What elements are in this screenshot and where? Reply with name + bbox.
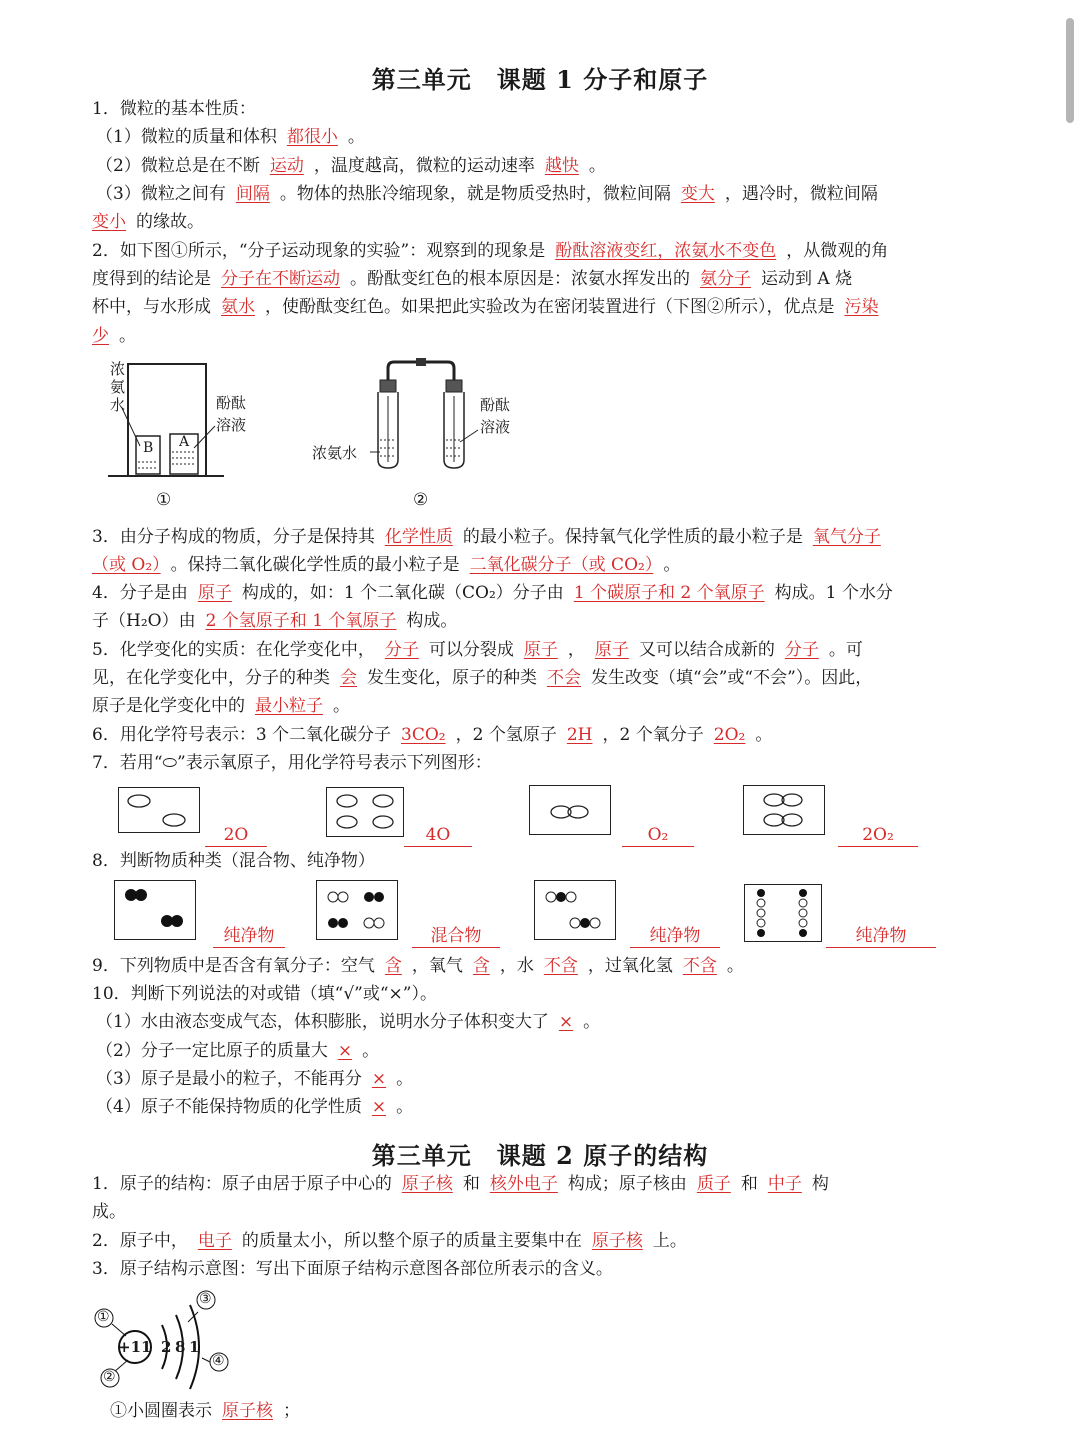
answer: 核外电子 [489,1174,558,1194]
u2-q1-line1: 1．原子的结构：原子由居于原子中心的 原子核 和 核外电子 构成；原子核由 质子 和 中子 构 [92,1174,829,1194]
answer: 变小 [92,212,126,232]
answer: × [371,1097,387,1117]
q7-answer-4: 2O₂ [838,825,918,847]
u2-q2-line: 2．原子中， 电子 的质量太小，所以整个原子的质量主要集中在 原子核 上。 [92,1231,687,1251]
q10-item-3: （3）原子是最小的粒子，不能再分 × 。 [96,1069,414,1089]
q7-answer-1: 2O [205,825,267,847]
answer: 2O₂ [713,725,746,745]
answer: 少 [92,326,109,346]
answer: 污染 [844,297,879,317]
unit2-title: 第三单元 课题 2 原子的结构 [371,1141,709,1170]
u2-q3a-line: ①小圆圈表示 原子核 ； [110,1401,300,1421]
answer: 最小粒子 [255,696,323,716]
q5-line2: 见，在化学变化中，分子的种类 会 发生变化，原子的种类 不会 发生改变（填“会”或“不会”）。因此， [92,668,873,688]
answer: 原子核 [591,1231,643,1251]
answer: × [337,1041,353,1061]
q3-line1: 3．由分子构成的物质，分子是保持其 化学性质 的最小粒子。保持氧气化学性质的最小粒子是 氧气分子 [92,526,891,548]
q8-figure-2 [316,880,398,940]
q8-figure-1 [114,880,196,940]
answer: 含 [472,956,490,976]
atom-shell-2-electrons: 8 [175,1338,186,1356]
atom-marker-2: ② [103,1369,116,1385]
q7-figure-1 [118,787,200,833]
fig2-right-label2: 溶液 [480,418,511,436]
answer: 不含 [682,956,717,976]
answer: 分子 [384,640,419,660]
q7-text: 7．若用“⬭”表示氧原子，用化学符号表示下列图形： [92,753,492,773]
answer: 不含 [543,956,578,976]
fig1-right-label1: 酚酞 [216,394,247,412]
answer: × [371,1069,387,1089]
fig1-right-label2: 溶液 [216,416,247,434]
fig2-caption: ② [413,490,429,510]
answer: 原子 [197,583,232,603]
fig1-beaker-a: A [179,434,190,450]
answer: 分子在不断运动 [221,269,340,289]
answer: 原子核 [222,1401,273,1421]
answer: 原子核 [401,1174,453,1194]
answer: 2H [566,725,593,745]
q2-line4: 少 。 [92,326,136,346]
q8-text: 8．判断物质种类（混合物、纯净物） [92,851,375,871]
answer: 化学性质 [384,527,453,547]
q8-figure-4 [744,884,822,942]
answer: 越快 [544,156,579,176]
q7-answer-3: O₂ [622,825,694,847]
answer: 氨水 [221,297,255,317]
q1-line2: （2）微粒总是在不断 运动 ，温度越高，微粒的运动速率 越快 。 [96,156,606,176]
q2-line3: 杯中，与水形成 氨水 ，使酚酞变红色。如果把此实验改为在密闭装置进行（下图②所示），优点是 污染 [92,296,889,318]
answer: 不会 [547,668,581,688]
q1-lead: 1．微粒的基本性质： [92,99,256,119]
q5-line1: 5．化学变化的实质：在化学变化中， 分子 可以分裂成 原子 ， 原子 又可以结合成新的 分子 。可 [92,640,863,660]
answer: 酚酞溶液变红，浓氨水不变色 [555,241,777,261]
answer: 含 [384,956,402,976]
answer: 1 个碳原子和 2 个氧原子 [573,583,765,603]
fig2-left-label: 浓氨水 [312,444,358,462]
figure-2-sealed-tubes [370,358,480,478]
fig1-left-label: 浓氨水 [110,360,126,414]
q1-line3: （3）微粒之间有 间隔 。物体的热胀冷缩现象，就是物质受热时，微粒间隔 变大 ，遇冷时，微粒间隔 [96,184,878,204]
answer: 原子 [594,640,629,660]
answer: 间隔 [235,184,270,204]
q5-line3: 原子是化学变化中的 最小粒子 。 [92,696,350,716]
answer: 氨分子 [700,269,751,289]
q1-line1: （1）微粒的质量和体积 都很小 。 [96,127,365,147]
answer: 分子 [784,640,819,660]
q6-line: 6．用化学符号表示：3 个二氧化碳分子 3CO₂ ，2 个氢原子 2H ，2 个氧分子 2O₂ 。 [92,725,773,745]
q7-figure-4 [743,785,825,835]
q3-line2: （或 O₂） 。保持二氧化碳化学性质的最小粒子是 二氧化碳分子（或 CO₂） 。 [92,555,681,575]
q4-line2: 子（H₂O）由 2 个氢原子和 1 个氧原子 构成。 [92,611,458,631]
answer: 电子 [197,1231,232,1251]
q7-figure-3 [529,785,611,835]
q1-line4: 变小 的缘故。 [92,212,204,232]
atom-shell-1-electrons: 2 [161,1338,172,1356]
u2-q1-line2: 成。 [92,1202,126,1222]
answer: 原子 [523,640,558,660]
fig1-caption: ① [156,490,172,510]
q8-answer-4: 纯净物 [826,926,936,948]
answer: 氧气分子 [812,527,881,547]
answer: 2 个氢原子和 1 个氧原子 [205,611,397,631]
q9-line: 9．下列物质中是否含有氧分子：空气 含 ，氧气 含 ，水 不含 ，过氧化氢 不含 。 [92,956,744,976]
answer: 都很小 [286,127,338,147]
answer: 二氧化碳分子（或 CO₂） [469,555,654,575]
answer: 会 [340,668,357,688]
u2-q3-text: 3．原子结构示意图：写出下面原子结构示意图各部位所表示的含义。 [92,1259,613,1279]
atom-marker-1: ① [97,1309,110,1325]
unit1-title: 第三单元 课题 1 分子和原子 [371,65,709,94]
atom-shell-3-electrons: 1 [189,1338,200,1356]
q2-line2: 度得到的结论是 分子在不断运动 。酚酞变红色的根本原因是：浓氨水挥发出的 氨分子 运动到 A 烧 [92,269,853,289]
atom-marker-3: ③ [199,1291,212,1307]
q4-line1: 4．分子是由 原子 构成的，如：1 个二氧化碳（CO₂）分子由 1 个碳原子和 2 个氧原子 构成。1 个水分 [92,583,893,603]
fig2-right-label1: 酚酞 [480,396,511,414]
q7-figure-2 [326,787,404,837]
q10-item-1: （1）水由液态变成气态，体积膨胀，说明水分子体积变大了 × 。 [96,1012,601,1032]
answer: 运动 [269,156,304,176]
q10-lead: 10．判断下列说法的对或错（填“√”或“×”）。 [92,984,437,1004]
q8-answer-3: 纯净物 [630,926,720,948]
q8-figure-3 [534,880,616,940]
q2-line1: 2．如下图①所示，“分子运动现象的实验”：观察到的现象是 酚酞溶液变红，浓氨水不变色 ，从微观的角 [92,241,889,261]
answer: 中子 [767,1174,802,1194]
answer: × [558,1012,574,1032]
answer: 变大 [680,184,715,204]
fig1-beaker-b: B [143,440,154,456]
answer: 3CO₂ [401,725,446,745]
answer: 质子 [696,1174,731,1194]
q7-answer-2: 4O [404,825,472,847]
atom-marker-4: ④ [212,1353,225,1369]
q8-answer-2: 混合物 [412,926,500,948]
q10-item-2: （2）分子一定比原子的质量大 × 。 [96,1041,380,1061]
q8-answer-1: 纯净物 [213,926,285,948]
q10-item-4: （4）原子不能保持物质的化学性质 × 。 [96,1097,414,1117]
atom-nucleus-charge: +11 [118,1338,152,1356]
answer: （或 O₂） [92,555,161,575]
